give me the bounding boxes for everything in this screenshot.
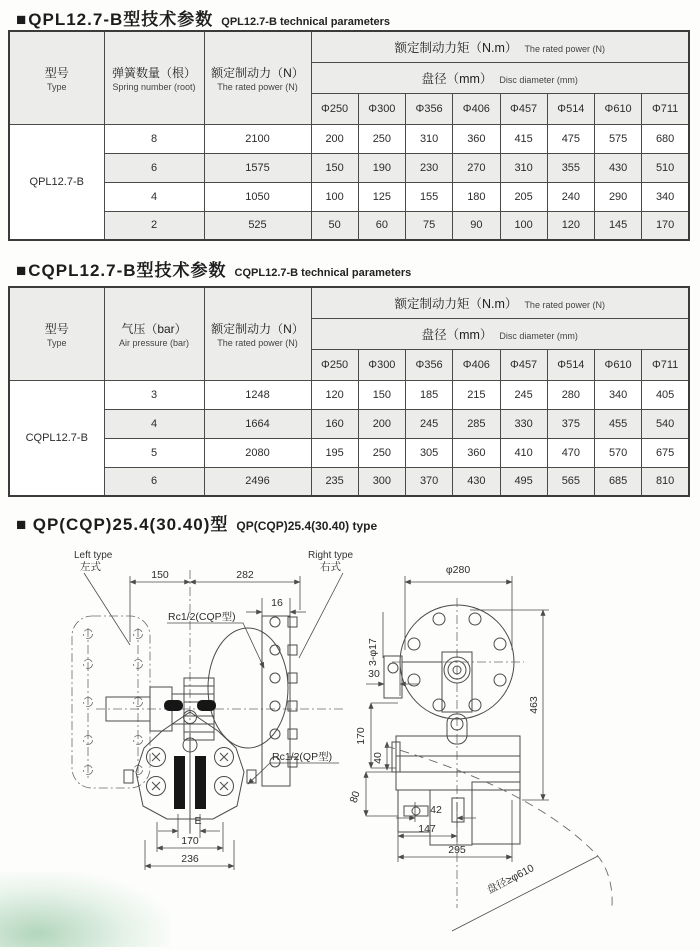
value-cell: 415: [500, 124, 547, 153]
param-cell: 5: [104, 438, 204, 467]
disc-label-zh: 盘径（mm）: [421, 71, 493, 86]
type-label-en: Type: [46, 81, 67, 92]
value-cell: 235: [311, 467, 358, 496]
value-cell: 310: [500, 153, 547, 182]
diameter-header-cell: Φ406: [453, 349, 500, 380]
param-label-zh: 弹簧数量（根）: [111, 65, 196, 80]
dim-463-label: 463: [528, 696, 540, 714]
model-cell: QPL12.7-B: [9, 124, 104, 240]
force-label-en: The rated power (N): [217, 337, 298, 348]
value-cell: 370: [406, 467, 453, 496]
value-cell: 200: [358, 409, 405, 438]
param-header-cell: [104, 31, 204, 124]
dim-40-label: 40: [372, 752, 384, 764]
value-cell: 75: [406, 211, 453, 240]
value-cell: 430: [595, 153, 642, 182]
value-cell: 540: [642, 409, 689, 438]
data-row: [9, 153, 689, 182]
section-bullet: ■: [16, 261, 27, 280]
clamp-pin: [197, 700, 216, 711]
section-title-qpl: [16, 5, 390, 30]
param-label-zh: 气压（bar）: [121, 321, 187, 336]
diameter-header-cell: Φ300: [358, 349, 405, 380]
value-cell: 120: [311, 380, 358, 409]
value-cell: 150: [358, 380, 405, 409]
value-cell: 90: [453, 211, 500, 240]
qpl-parameters-table: [8, 30, 690, 241]
value-cell: 330: [500, 409, 547, 438]
value-cell: 410: [500, 438, 547, 467]
param-cell: 6: [104, 153, 204, 182]
value-cell: 360: [453, 124, 500, 153]
disc-label-zh: 盘径（mm）: [421, 327, 493, 342]
torque-label-en: The rated power (N): [524, 43, 605, 54]
torque-header-cell: [311, 31, 689, 62]
value-cell: 680: [642, 124, 689, 153]
header-row: [9, 31, 689, 62]
clamp-pin: [164, 700, 183, 711]
diameter-header-cell: Φ711: [642, 349, 689, 380]
section-title-zh: CQPL12.7-B型技术参数: [28, 261, 227, 280]
diameter-header-cell: Φ250: [311, 93, 358, 124]
ghost-bolts: [84, 630, 143, 775]
diameter-header-cell: Φ514: [547, 349, 594, 380]
left-type-label-en: Left type: [74, 550, 113, 561]
value-cell: 290: [595, 182, 642, 211]
value-cell: 675: [642, 438, 689, 467]
value-cell: 575: [595, 124, 642, 153]
diameter-header-cell: Φ457: [500, 93, 547, 124]
data-row: [9, 438, 689, 467]
type-label-zh: 型号: [44, 321, 69, 336]
disc-note-label: 盘径≥φ610: [485, 862, 537, 897]
header-row: [9, 287, 689, 318]
extension-line: [384, 668, 400, 696]
left-type-leader: [84, 573, 130, 645]
force-label-zh: 额定制动力（N）: [211, 65, 304, 80]
value-cell: 285: [453, 409, 500, 438]
dim-147-label: 147: [418, 823, 436, 835]
dim-3phi17-label: 3-φ17: [367, 638, 379, 666]
value-cell: 180: [453, 182, 500, 211]
value-cell: 160: [311, 409, 358, 438]
section-title-zh: QP(CQP)25.4(30.40)型: [32, 515, 229, 534]
section-title-en: QP(CQP)25.4(30.40) type: [236, 519, 378, 533]
type-header-cell: [9, 31, 104, 124]
value-cell: 205: [500, 182, 547, 211]
section-title-drawing: [16, 510, 377, 535]
value-cell: 250: [358, 124, 405, 153]
dim-E-label: E: [194, 815, 202, 827]
value-cell: 215: [453, 380, 500, 409]
param-cell: 3: [104, 380, 204, 409]
diameter-header-cell: Φ356: [406, 349, 453, 380]
value-cell: 430: [453, 467, 500, 496]
force-cell: 2080: [204, 438, 311, 467]
value-cell: 310: [406, 124, 453, 153]
data-row: [9, 124, 689, 153]
type-label-zh: 型号: [44, 65, 69, 80]
front-body: [384, 652, 520, 845]
flange-bolts: [270, 617, 297, 767]
force-cell: 525: [204, 211, 311, 240]
value-cell: 375: [547, 409, 594, 438]
section-bullet: ■: [16, 515, 27, 534]
torque-label-en: The rated power (N): [524, 299, 605, 310]
dim-282-label: 282: [236, 569, 254, 581]
dim-295-label: 295: [448, 844, 466, 856]
value-cell: 300: [358, 467, 405, 496]
brake-pad-right: [195, 756, 206, 809]
data-row: [9, 467, 689, 496]
value-cell: 120: [547, 211, 594, 240]
diameter-header-cell: Φ457: [500, 349, 547, 380]
port-qp-label: Rc1/2(QP型): [272, 751, 333, 763]
force-cell: 1575: [204, 153, 311, 182]
section-title-cqpl: [16, 256, 411, 281]
dim-16-label: 16: [271, 597, 283, 609]
disc-header-cell: [311, 62, 689, 93]
value-cell: 470: [547, 438, 594, 467]
value-cell: 50: [311, 211, 358, 240]
section-bullet: ■: [16, 10, 27, 29]
data-row: [9, 380, 689, 409]
dim-30-label: 30: [368, 668, 380, 680]
dim-phi280-label: φ280: [445, 564, 471, 576]
diameter-header-cell: Φ250: [311, 349, 358, 380]
section-title-zh: QPL12.7-B型技术参数: [28, 10, 214, 29]
cqpl-parameters-table: [8, 286, 690, 497]
param-label-en: Air pressure (bar): [118, 337, 190, 348]
section-title-en: QPL12.7-B technical parameters: [221, 16, 391, 28]
force-header-cell: [204, 287, 311, 380]
param-cell: 6: [104, 467, 204, 496]
value-cell: 340: [595, 380, 642, 409]
force-cell: 1248: [204, 380, 311, 409]
diameter-header-cell: Φ610: [595, 349, 642, 380]
dim-42-label: 42: [430, 804, 442, 816]
force-header-cell: [204, 31, 311, 124]
value-cell: 810: [642, 467, 689, 496]
value-cell: 240: [547, 182, 594, 211]
value-cell: 685: [595, 467, 642, 496]
diameter-header-cell: Φ356: [406, 93, 453, 124]
value-cell: 360: [453, 438, 500, 467]
type-header-cell: [9, 287, 104, 380]
dim-150-label: 150: [151, 569, 169, 581]
force-cell: 2100: [204, 124, 311, 153]
param-cell: 2: [104, 211, 204, 240]
value-cell: 125: [358, 182, 405, 211]
value-cell: 455: [595, 409, 642, 438]
diameter-header-cell: Φ610: [595, 93, 642, 124]
force-label-en: The rated power (N): [217, 81, 298, 92]
torque-header-cell: [311, 287, 689, 318]
value-cell: 270: [453, 153, 500, 182]
value-cell: 195: [311, 438, 358, 467]
extension-line: [405, 576, 512, 650]
param-cell: 4: [104, 182, 204, 211]
value-cell: 340: [642, 182, 689, 211]
param-cell: 8: [104, 124, 204, 153]
right-type-label-zh: 右式: [320, 561, 341, 573]
model-cell: CQPL12.7-B: [9, 380, 104, 496]
value-cell: 185: [406, 380, 453, 409]
value-cell: 100: [311, 182, 358, 211]
diameter-header-cell: Φ514: [547, 93, 594, 124]
param-header-cell: [104, 287, 204, 380]
value-cell: 200: [311, 124, 358, 153]
value-cell: 565: [547, 467, 594, 496]
type-label-en: Type: [46, 337, 67, 348]
data-row: [9, 182, 689, 211]
param-label-en: Spring number (root): [112, 81, 196, 92]
section-title-en: CQPL12.7-B technical parameters: [234, 267, 412, 279]
qpl-table-body: [9, 124, 689, 240]
value-cell: 190: [358, 153, 405, 182]
dim-170-label: 170: [355, 727, 367, 745]
port-cqp-label: Rc1/2(CQP型): [168, 611, 236, 623]
brake-pad-left: [174, 756, 185, 809]
value-cell: 245: [406, 409, 453, 438]
left-type-label-zh: 左式: [80, 561, 101, 573]
extension-line: [366, 772, 398, 816]
diameter-header-cell: Φ711: [642, 93, 689, 124]
data-row: [9, 211, 689, 240]
dim-236-label: 236: [181, 853, 199, 865]
value-cell: 100: [500, 211, 547, 240]
value-cell: 355: [547, 153, 594, 182]
ghost-bolt-lines: [88, 628, 138, 778]
diameter-header-cell: Φ300: [358, 93, 405, 124]
right-type-leader: [299, 573, 343, 658]
disc-header-cell: [311, 318, 689, 349]
value-cell: 230: [406, 153, 453, 182]
data-row: [9, 409, 689, 438]
value-cell: 475: [547, 124, 594, 153]
value-cell: 305: [406, 438, 453, 467]
value-cell: 150: [311, 153, 358, 182]
force-label-zh: 额定制动力（N）: [211, 321, 304, 336]
cqpl-table-body: [9, 380, 689, 496]
value-cell: 510: [642, 153, 689, 182]
param-cell: 4: [104, 409, 204, 438]
value-cell: 280: [547, 380, 594, 409]
port-cqp-leader: [167, 623, 264, 668]
force-cell: 1664: [204, 409, 311, 438]
technical-drawing: [0, 538, 700, 950]
left-view: [72, 550, 353, 870]
force-cell: 2496: [204, 467, 311, 496]
torque-label-zh: 额定制动力矩（N.m）: [394, 40, 518, 55]
value-cell: 60: [358, 211, 405, 240]
value-cell: 245: [500, 380, 547, 409]
force-cell: 1050: [204, 182, 311, 211]
value-cell: 570: [595, 438, 642, 467]
torque-label-zh: 额定制动力矩（N.m）: [394, 296, 518, 311]
value-cell: 145: [595, 211, 642, 240]
front-view: [348, 564, 612, 931]
disc-label-en: Disc diameter (mm): [499, 74, 578, 85]
value-cell: 250: [358, 438, 405, 467]
value-cell: 155: [406, 182, 453, 211]
right-type-label-en: Right type: [308, 550, 354, 561]
diameter-header-cell: Φ406: [453, 93, 500, 124]
value-cell: 495: [500, 467, 547, 496]
value-cell: 405: [642, 380, 689, 409]
disc-label-en: Disc diameter (mm): [499, 330, 578, 341]
value-cell: 170: [642, 211, 689, 240]
dim-170-label: 170: [181, 835, 199, 847]
dim-80-label: 80: [347, 789, 363, 805]
